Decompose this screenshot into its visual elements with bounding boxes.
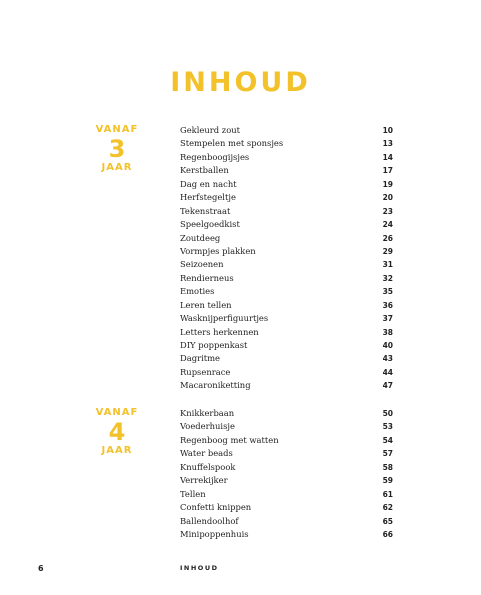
toc-entry: [180, 501, 393, 514]
toc-entry: [180, 326, 393, 339]
toc-entry-title: Verrekijker: [180, 475, 228, 486]
toc-entry-title: Dag en nacht: [180, 178, 237, 189]
toc-entry-page: 61: [382, 489, 393, 499]
toc-entry-page: 32: [382, 273, 393, 283]
age-label-jaar: JAAR: [101, 162, 133, 173]
toc-entry-title: Gekleurd zout: [180, 125, 240, 135]
toc-entry-page: 54: [382, 435, 393, 445]
toc-entry: [180, 366, 393, 379]
toc-entry: [180, 178, 393, 191]
toc-entry-page: 59: [382, 476, 393, 486]
age-label-vanaf: VANAF: [95, 407, 139, 418]
toc-entry-title: Dagritme: [180, 353, 221, 364]
toc-entry-page: 35: [382, 287, 393, 297]
toc-entry-title: Tellen: [180, 488, 206, 499]
toc-entry-title: Regenboog met watten: [180, 434, 279, 445]
toc-entry-title: Water beads: [180, 448, 233, 459]
toc-entry-title: Zoutdeeg: [180, 232, 221, 243]
toc-entry-title: Wasknijperfiguurtjes: [180, 313, 269, 324]
toc-entry-page: 17: [382, 166, 393, 176]
toc-entry-page: 47: [382, 381, 393, 391]
age-label-number: 4: [108, 418, 126, 446]
toc-entry-title: Speelgoedkist: [180, 219, 240, 230]
toc-entry: [180, 447, 393, 460]
toc-entry-title: Knuffelspook: [180, 461, 236, 472]
toc-entry-page: 65: [382, 516, 393, 526]
toc-entry: [180, 434, 393, 447]
toc-entry-page: 24: [382, 220, 393, 230]
toc-entry-page: 40: [382, 341, 393, 350]
toc-entry: [180, 137, 393, 150]
toc-entry-title: DIY poppenkast: [180, 340, 248, 350]
toc-entry-title: Herfstegeltje: [180, 192, 236, 203]
toc-entry: [180, 352, 393, 365]
toc-entry-title: Emoties: [180, 286, 215, 297]
toc-entry-title: Stempelen met sponsjes: [180, 138, 284, 149]
toc-entry-title: Minipoppenhuis: [180, 528, 249, 539]
age-label-jaar: JAAR: [101, 445, 133, 456]
toc-entry-page: 19: [382, 179, 393, 189]
toc-entry: [180, 124, 393, 137]
age-label-4: [89, 407, 145, 457]
toc-entry: [180, 285, 393, 298]
toc-entry: [180, 474, 393, 487]
toc-entry: [180, 258, 393, 271]
toc-entry: [180, 164, 393, 177]
toc-entry: [180, 312, 393, 325]
toc-entry: [180, 515, 393, 528]
toc-list-age-3: [180, 124, 393, 393]
toc-entry-title: Leren tellen: [180, 299, 232, 310]
toc-entry: [180, 379, 393, 392]
toc-entry-title: Ballendoolhof: [180, 515, 239, 526]
toc-entry: [180, 488, 393, 501]
toc-entry-page: 66: [382, 529, 393, 539]
toc-entry-page: 31: [382, 260, 393, 270]
toc-entry: [180, 191, 393, 204]
toc-entry-title: Confetti knippen: [180, 502, 252, 513]
toc-entry-page: 58: [382, 462, 393, 472]
toc-entry-title: Letters herkennen: [180, 326, 259, 337]
toc-entry: [180, 407, 393, 420]
toc-entry-page: 10: [382, 126, 393, 135]
toc-entry: [180, 528, 393, 541]
page-title: INHOUD: [170, 67, 311, 98]
toc-entry-page: 38: [382, 327, 393, 337]
toc-entry-title: Kerstballen: [180, 165, 229, 176]
toc-entry-page: 43: [382, 354, 393, 364]
toc-entry-title: Vormpjes plakken: [180, 245, 256, 256]
toc-entry: [180, 339, 393, 352]
toc-entry-title: Macaroniketting: [180, 380, 251, 391]
toc-entry-page: 62: [382, 503, 393, 513]
toc-entry: [180, 299, 393, 312]
toc-entry: [180, 245, 393, 258]
age-label-number: 3: [108, 135, 126, 163]
toc-entry-title: Seizoenen: [180, 259, 224, 270]
toc-entry: [180, 272, 393, 285]
toc-entry: [180, 205, 393, 218]
toc-list-age-4: [180, 407, 393, 541]
toc-entry-page: 29: [382, 246, 393, 256]
toc-entry: [180, 461, 393, 474]
toc-entry-page: 44: [382, 367, 393, 377]
toc-entry-page: 37: [382, 314, 393, 324]
toc-entry-page: 20: [382, 193, 393, 203]
toc-entry-title: Rupsenrace: [180, 366, 231, 377]
toc-entry-page: 26: [382, 233, 393, 243]
toc-entry: [180, 232, 393, 245]
toc-entry-page: 23: [382, 206, 393, 216]
toc-entry-page: 14: [382, 152, 393, 162]
toc-entry: [180, 218, 393, 231]
toc-entry-page: 36: [382, 300, 393, 310]
age-label-vanaf: VANAF: [95, 124, 139, 135]
toc-entry-title: Tekenstraat: [180, 205, 231, 216]
toc-entry-title: Voederhuisje: [180, 421, 235, 432]
toc-entry-title: Regenboogijsjes: [180, 151, 250, 162]
toc-entry-title: Rendierneus: [180, 272, 234, 283]
toc-entry: [180, 420, 393, 433]
footer-page-number: 6: [38, 564, 44, 573]
toc-entry: [180, 151, 393, 164]
age-label-3: [89, 124, 145, 174]
toc-entry-page: 50: [382, 409, 393, 418]
toc-entry-page: 57: [382, 449, 393, 459]
toc-entry-page: 13: [382, 139, 393, 149]
toc-entry-page: 53: [382, 422, 393, 432]
toc-entry-title: Knikkerbaan: [180, 408, 235, 418]
footer-running-head: INHOUD: [180, 564, 219, 572]
